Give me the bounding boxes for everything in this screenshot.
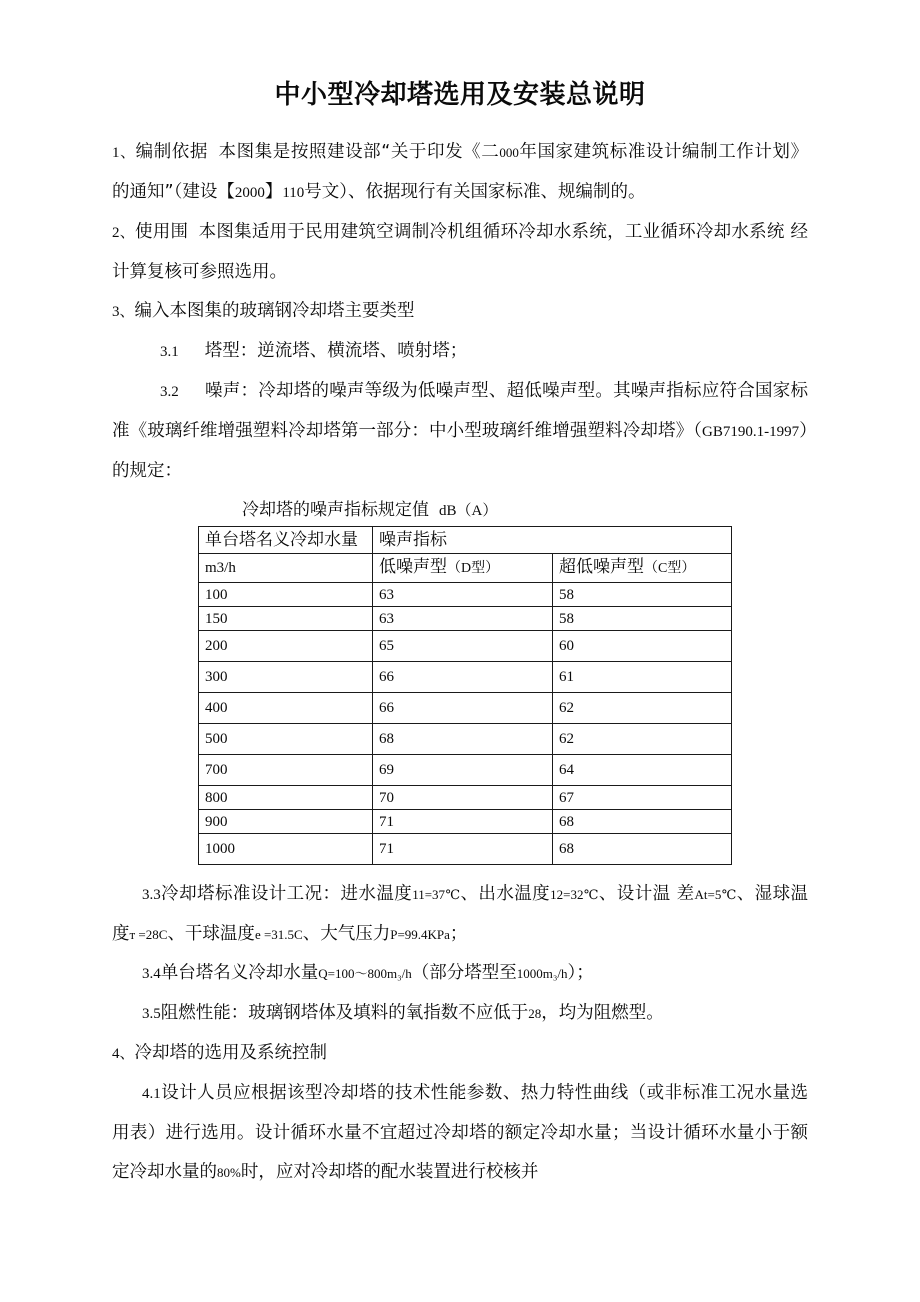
section-3-1-paragraph	[112, 332, 808, 372]
table-row	[199, 583, 732, 607]
cell-flow: 800	[199, 786, 373, 810]
cell-low: 66	[373, 662, 553, 693]
section-3-5-number: 3.5	[142, 1006, 161, 1023]
table-row	[199, 786, 732, 810]
noise-table-block	[112, 497, 808, 865]
section-3-3-text-f: 、大气压力	[302, 924, 391, 945]
section-3-number: 3、	[112, 304, 135, 321]
cell-flow: 700	[199, 755, 373, 786]
section-4-1-number: 4.1	[142, 1086, 161, 1103]
page-title: 中小型冷却塔选用及安装总说明	[274, 80, 646, 110]
cell-ultra: 58	[553, 583, 732, 607]
section-3-1-text: 塔型：逆流塔、横流塔、喷射塔；	[204, 341, 468, 362]
cell-ultra: 67	[553, 786, 732, 810]
table-header-row-1	[199, 527, 732, 554]
cell-flow: 900	[199, 810, 373, 834]
table-row	[199, 724, 732, 755]
table-row	[199, 693, 732, 724]
noise-table-caption-unit: dB（A）	[439, 503, 498, 520]
section-1-doc-number: 110	[282, 185, 305, 202]
cell-low: 63	[373, 583, 553, 607]
section-4-1-paragraph	[112, 1074, 808, 1192]
cell-flow: 200	[199, 631, 373, 662]
oxygen-index-value: 28	[528, 1006, 542, 1022]
section-4-1-text-b: 时，应对冷却塔的配水装置进行校核并	[240, 1162, 539, 1183]
cell-low: 65	[373, 631, 553, 662]
section-3-5-text-b: ，均为阻燃型。	[541, 1003, 664, 1024]
section-1-body-d: 号文）、依据现行有关国家标准、规编制的。	[304, 182, 646, 203]
section-1-body-c: 】	[264, 182, 283, 203]
inlet-water-temp: 11=37℃	[412, 887, 461, 903]
noise-table-caption-text: 冷却塔的噪声指标规定值	[242, 500, 429, 521]
header-ultra-low-noise	[553, 554, 732, 583]
header-low-noise-text: 低噪声型	[379, 557, 447, 578]
section-4-number: 4、	[112, 1046, 135, 1063]
section-1-number: 1、	[112, 145, 136, 162]
section-3-4-paragraph	[112, 954, 808, 994]
cell-ultra: 68	[553, 834, 732, 865]
table-header-row-2	[199, 554, 732, 583]
section-2-paragraph	[112, 213, 808, 292]
outlet-water-temp: 12=32℃	[550, 887, 599, 903]
cell-ultra: 64	[553, 755, 732, 786]
cell-flow: 100	[199, 583, 373, 607]
cell-ultra: 61	[553, 662, 732, 693]
section-3-3-text-e: 、干球温度	[167, 924, 255, 945]
max-flow-value: 1000m₃/h	[516, 966, 568, 982]
section-3-4-text-b: （部分塔型至	[411, 963, 517, 984]
cell-ultra: 62	[553, 724, 732, 755]
cell-flow: 400	[199, 693, 373, 724]
cell-ultra: 58	[553, 607, 732, 631]
cell-flow: 150	[199, 607, 373, 631]
cell-low: 71	[373, 834, 553, 865]
cell-low: 70	[373, 786, 553, 810]
cell-flow: 1000	[199, 834, 373, 865]
design-temp-diff: At=5℃	[694, 887, 737, 903]
table-row	[199, 810, 732, 834]
section-3-1-number: 3.1	[160, 344, 179, 361]
section-1-doc-year: 2000	[234, 185, 265, 202]
cell-low: 68	[373, 724, 553, 755]
cell-low: 71	[373, 810, 553, 834]
section-3-3-text-g: ；	[449, 924, 468, 945]
section-4-heading-paragraph	[112, 1034, 808, 1074]
section-3-4-text-c: ）；	[567, 963, 594, 984]
header-ultra-low-noise-paren: （C型）	[644, 561, 696, 577]
section-3-5-text-a: 阻燃性能：玻璃钢塔体及填料的氧指数不应低于	[160, 1003, 529, 1024]
wet-bulb-temp: т =28C	[129, 927, 168, 943]
nominal-flow-range: Q=100～800m₃/h	[318, 966, 412, 982]
cell-ultra: 62	[553, 693, 732, 724]
section-3-2-text-b: ）的规定：	[112, 421, 809, 482]
section-1-paragraph	[112, 133, 808, 213]
cell-ultra: 68	[553, 810, 732, 834]
table-row	[199, 834, 732, 865]
section-3-heading: 编入本图集的玻璃钢冷却塔主要类型	[134, 301, 415, 322]
section-1-year-cn: 000	[499, 145, 519, 161]
dry-bulb-temp: e =31.5C	[254, 927, 303, 943]
noise-index-table	[198, 526, 732, 865]
section-3-4-text-a: 单台塔名义冷却水量	[160, 963, 319, 984]
section-2-number: 2、	[112, 225, 136, 242]
section-3-3-text-a: 冷却塔标准设计工况：进水温度	[160, 884, 413, 905]
table-row	[199, 631, 732, 662]
section-1-heading: 编制依据	[135, 142, 208, 163]
table-row	[199, 607, 732, 631]
header-noise-group: 噪声指标	[373, 527, 732, 554]
section-3-3-text-d: 、湿球温度	[112, 884, 809, 945]
section-3-2-text-a: 噪声：冷却塔的噪声等级为低噪声型、超低噪声型。其噪声指标应符合国家标准《玻璃纤维增强塑料冷却塔第一部分：中小型玻璃纤维增强塑料冷却塔》（	[112, 381, 808, 442]
cell-low: 63	[373, 607, 553, 631]
header-low-noise	[373, 554, 553, 583]
table-row	[199, 755, 732, 786]
section-3-3-text-b: 、出水温度	[460, 884, 551, 905]
section-4-heading: 冷却塔的选用及系统控制	[134, 1043, 328, 1064]
section-1-body-a: 本图集是按照建设部“关于印发《二	[217, 142, 500, 163]
section-3-2-paragraph	[112, 372, 808, 491]
section-3-2-number: 3.2	[160, 384, 179, 401]
section-3-4-number: 3.4	[142, 966, 161, 983]
cell-ultra: 60	[553, 631, 732, 662]
atmospheric-pressure: P=99.4KPa	[390, 927, 450, 943]
cell-flow: 300	[199, 662, 373, 693]
header-low-noise-paren: （D型）	[447, 561, 500, 577]
noise-table-caption	[198, 497, 808, 524]
section-3-5-paragraph	[112, 994, 808, 1034]
cell-low: 69	[373, 755, 553, 786]
header-flow-unit: m3/h	[199, 554, 373, 583]
section-2-heading: 使用围	[135, 222, 189, 243]
header-ultra-low-noise-text: 超低噪声型	[559, 557, 644, 578]
section-4-1-text-a: 设计人员应根据该型冷却塔的技术性能参数、热力特性曲线（或非标准工况水量选用表）进行选用。设计循环水量不宜超过冷却塔的额定冷却水量；当设计循环水量小于额定冷却水量的	[112, 1083, 808, 1183]
rated-flow-percentage: 80%	[217, 1165, 241, 1181]
cell-flow: 500	[199, 724, 373, 755]
section-1-body-b: 年国家建筑标准设计编制工作计划》 的通知”（建设【	[112, 142, 809, 203]
section-3-3-text-c: 、设计温 差	[598, 884, 695, 905]
standard-code: GB7190.1-1997	[702, 424, 800, 441]
cell-low: 66	[373, 693, 553, 724]
section-3-heading-paragraph	[112, 292, 808, 332]
section-3-3-number: 3.3	[142, 887, 161, 904]
section-3-3-paragraph	[112, 875, 808, 954]
header-flow-title: 单台塔名义冷却水量	[199, 527, 373, 554]
section-2-body: 本图集适用于民用建筑空调制冷机组循环冷却水系统，工业循环冷却水系统 经计算复核可参照选用。	[112, 222, 809, 283]
table-row	[199, 662, 732, 693]
